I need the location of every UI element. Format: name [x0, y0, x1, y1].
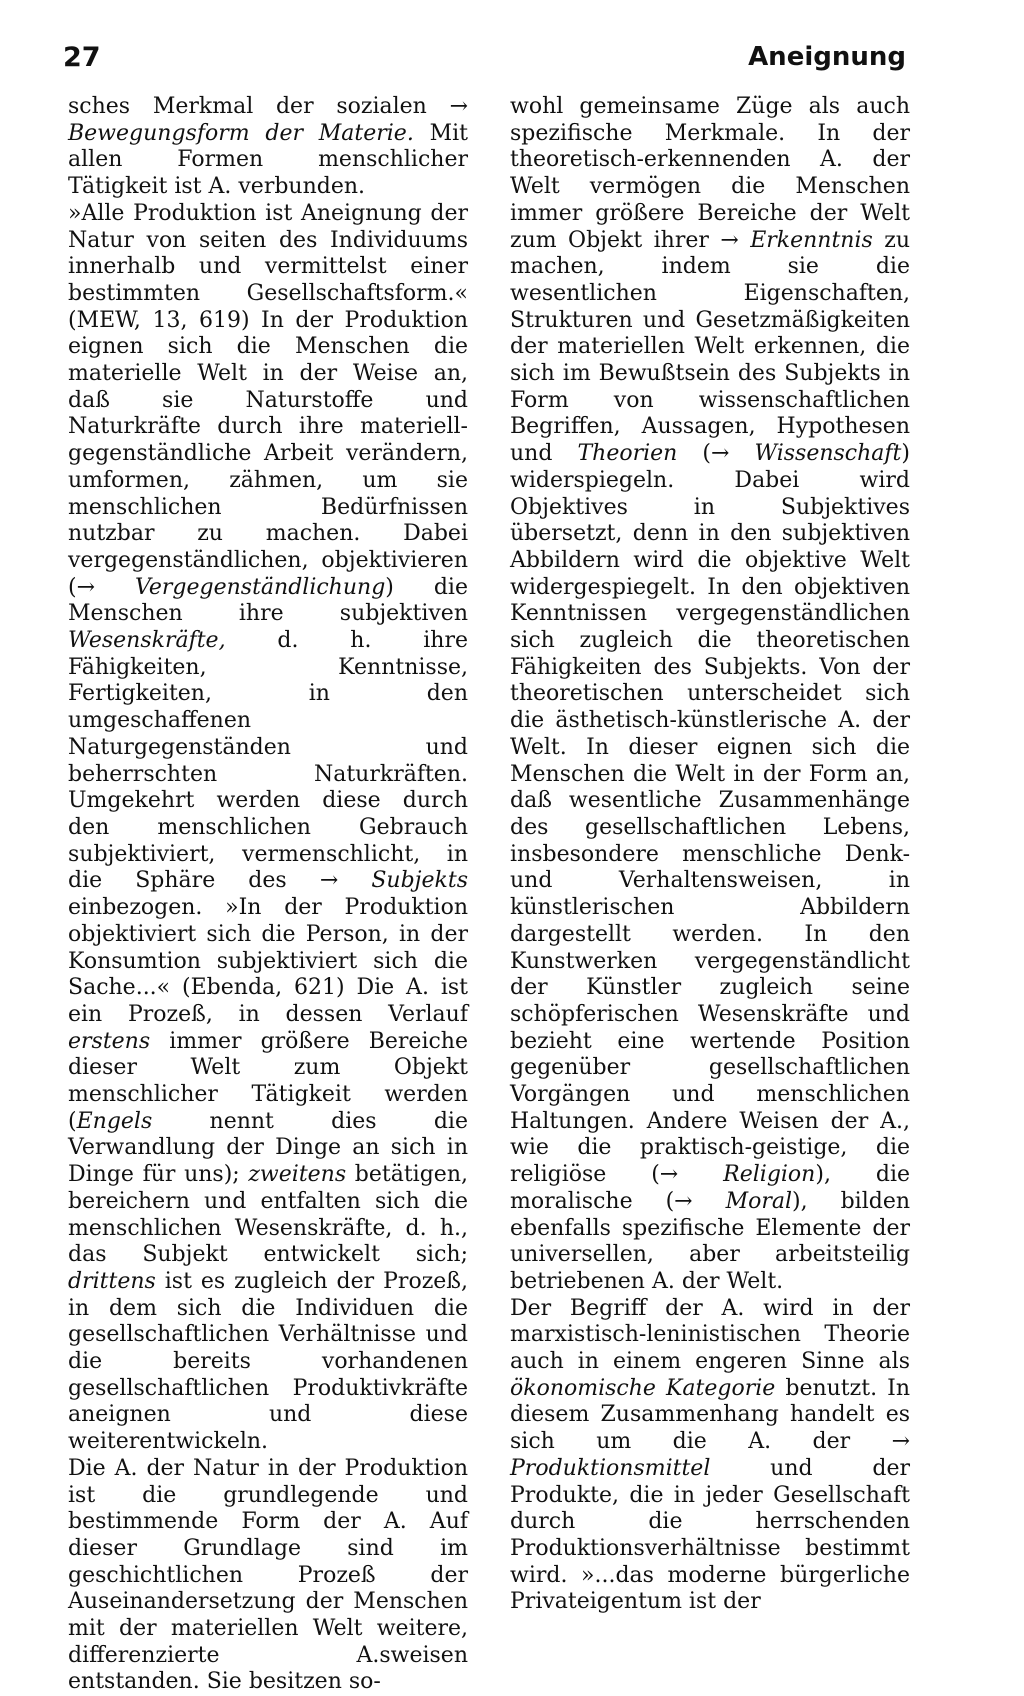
text-span: benutzt. In diesem Zusammenhang handelt es sich um die A. der — [510, 1375, 910, 1455]
cross-reference-arrow-icon: → — [76, 574, 136, 600]
text-span: immer größere Bereiche dieser Welt zum Objekt menschlicher Tätigkeit werden ( — [68, 1028, 468, 1134]
cross-reference-moral[interactable]: Moral — [725, 1188, 793, 1214]
text-span: ) widerspiegeln. Dabei wird Objektives in Subjektives übersetzt, denn in den subjektiven Abbildern wird die objektive Welt widergespiegelt. In den objektiven Kenntnissen vergegenständlichen sich zugleich die theoretischen Fähigkeiten des Subjekts. Von der theoretischen unterscheidet sich die ästhetisch-künstlerische A. der Welt. In dieser eignen sich die Menschen die Welt in der Form an, daß wesentliche Zusammenhänge des gesellschaftlichen Lebens, insbesondere menschliche Denk- und Verhaltensweisen, in künstlerischen Abbildern dargestellt werden. In den Kunstwerken vergegenständlicht der Künstler zugleich seine schöpferischen Wesenskräfte und bezieht eine wertende Position gegenüber gesellschaftlichen Vorgängen und menschlichen Haltungen. Andere Weisen der A., wie die praktisch-geistige, die religiöse ( — [510, 441, 910, 1188]
emphasis-drittens: drittens — [68, 1268, 156, 1294]
cross-reference-vergegenstaendlichung[interactable]: Vergegenständlichung — [135, 574, 386, 600]
text-span: betätigen, bereichern und entfalten sich die menschlichen Wesenskräfte, d. h., das Subjekt entwickelt sich; — [68, 1162, 468, 1268]
emphasis-zweitens: zweitens — [248, 1162, 347, 1188]
right-column — [510, 94, 910, 1616]
right-paragraph-2 — [510, 1296, 910, 1616]
emphasis-erstens: erstens — [68, 1028, 151, 1054]
cross-reference-arrow-icon: → — [674, 1188, 726, 1214]
text-span: d. h. ihre Fähigkeiten, Kenntnisse, Fertigkeiten, in den umgeschaffenen Naturgegenständen und beherrschten Naturkräften. Umgekehrt werden diese durch den menschlichen Gebrauch subjektiviert, vermenschlicht, in die Sphäre des — [68, 628, 468, 894]
text-span: ), die moralische ( — [510, 1162, 910, 1214]
text-span: zu machen, indem sie die wesentlichen Eigenschaften, Strukturen und Gesetzmäßigkeiten der materiellen Welt erkennen, die sich im Bewußtsein des Subjekts in Form von wissenschaftlichen Begriffen, Aussagen, Hypothesen und — [510, 227, 910, 467]
text-span: Mit allen Formen menschlicher Tätigkeit ist A. verbunden. — [68, 120, 468, 200]
text-span: ), bilden ebenfalls spezifische Elemente der universellen, aber arbeitsteilig betriebenen A. der Welt. — [510, 1188, 911, 1294]
page-number: 27 — [63, 42, 101, 73]
cross-reference-arrow-icon: → — [891, 1429, 910, 1455]
cross-reference-oekonomische-kategorie[interactable]: ökonomische Kategorie — [510, 1375, 776, 1401]
text-span: einbezogen. »In der Produktion objektiviert sich die Person, in der Konsumtion subjektiviert sich die Sache...« (Ebenda, 621) Die A. ist ein Prozeß, in dessen Verlauf — [68, 895, 468, 1027]
cross-reference-arrow-icon: → — [319, 868, 372, 894]
cross-reference-arrow-icon: → — [720, 227, 751, 253]
text-span: wohl gemeinsame Züge als auch spezifische Merkmale. In der theoretisch-erkennenden A. der Welt vermögen die Menschen immer größere Bereiche der Welt zum Objekt ihrer — [510, 94, 910, 253]
right-paragraph-1 — [510, 94, 910, 1296]
text-span: ) die Menschen ihre subjektiven — [68, 574, 468, 627]
cross-reference-religion[interactable]: Religion — [723, 1162, 816, 1188]
left-paragraph-2 — [68, 201, 468, 1456]
text-span: »Alle Produktion ist Aneignung der Natur von seiten des Individuums innerhalb und vermittelst einer bestimmten Gesellschaftsform.« (MEW, 13, 619) In der Produktion eignen sich die Menschen die materielle Welt in der Weise an, daß sie Naturstoffe und Naturkräfte durch ihre materiell-gegenständliche Arbeit verändern, umformen, zähmen, um sie menschlichen Bedürfnissen nutzbar zu machen. Dabei vergegenständlichen, objektivieren ( — [68, 200, 468, 600]
text-span: nennt dies die Verwandlung der Dinge an sich in Dinge für uns); — [68, 1108, 468, 1188]
cross-reference-bewegungsform[interactable]: Bewegungsform der Materie. — [68, 120, 414, 146]
text-span: ( — [677, 441, 711, 467]
cross-reference-subjekt[interactable]: Subjekts — [371, 868, 468, 894]
cross-reference-erkenntnis[interactable]: Erkenntnis — [750, 227, 873, 253]
cross-reference-arrow-icon: → — [659, 1162, 724, 1188]
cross-reference-arrow-icon: → — [449, 94, 468, 119]
cross-reference-produktionsmittel[interactable]: Produktionsmittel — [510, 1455, 711, 1481]
left-column — [68, 94, 468, 1696]
text-span: sches Merkmal der sozialen — [68, 94, 450, 119]
text-span: Der Begriff der A. wird in der marxistisch-leninistischen Theorie auch in einem engeren Sinne als — [510, 1295, 910, 1375]
cross-reference-arrow-icon: → — [710, 441, 755, 467]
cross-reference-wissenschaft[interactable]: Wissenschaft — [754, 441, 902, 467]
emphasis-engels: Engels — [76, 1108, 153, 1134]
text-span: ist es zugleich der Prozeß, in dem sich die Individuen die gesellschaftlichen Verhältnisse und die bereits vorhandenen gesellschaftlichen Produktivkräfte aneignen und diese weiterentwickeln. — [68, 1268, 468, 1455]
text-span: und der Produkte, die in jeder Gesellschaft durch die herrschenden Produktionsverhältnisse bestimmt wird. »...das moderne bürgerliche Privateigentum ist der — [510, 1455, 910, 1615]
cross-reference-theorien[interactable]: Theorien — [577, 441, 678, 467]
running-head: Aneignung — [748, 42, 906, 72]
left-paragraph-3: Die A. der Natur in der Produktion ist die grundlegende und bestimmende Form der A. Auf dieser Grundlage sind im geschichtlichen Prozeß der Auseinandersetzung der Menschen mit der materiellen Welt weitere, differenzierte A.sweisen entstanden. Sie besitzen so- — [68, 1455, 468, 1695]
cross-reference-wesenskraefte[interactable]: Wesenskräfte, — [68, 628, 226, 654]
left-paragraph-1 — [68, 94, 468, 201]
